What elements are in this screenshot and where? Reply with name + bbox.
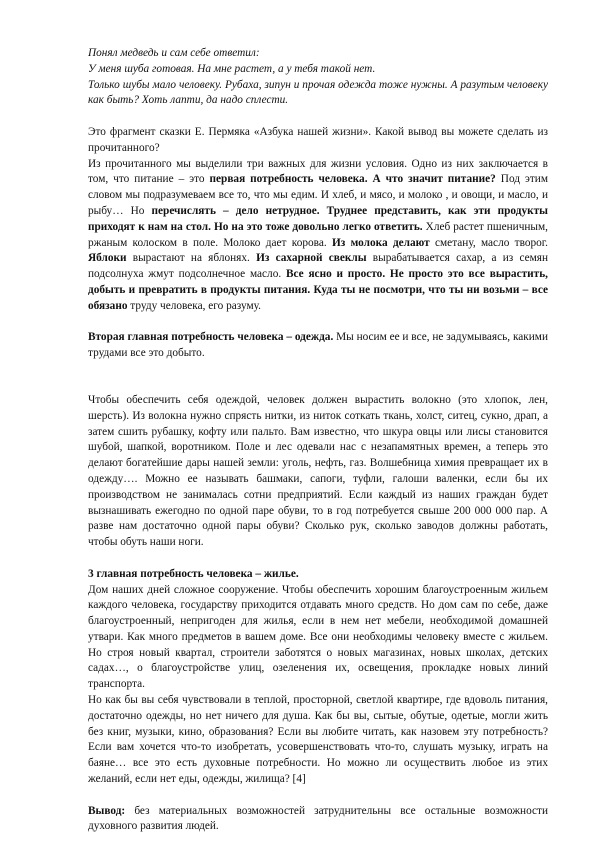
clothing-detail-paragraph: Чтобы обеспечить себя одеждой, человек должен вырастить волокно (это хлопок, лен, шерсть). Из волокна нужно спрясть нитки, из ниток соткать ткань, холст, ситец, сукно, драп, а затем сшить рубашку, кофту или пальто. Вам известно, что шкура овцы или лисы становится шубой, шапкой, воротником. Поле и лес одевали нас с незапамятных времен, а теперь это делают богатейшие дары нашей земли: уголь, нефть, газ. Волшебница химия превращает их в одежду…. Можно ее называть башмаки, сапоги, туфли, галоши валенки, если бы их производством не занималась сотни предприятий. Если каждый из наших граждан будет вызнашивать ежегодно по одной паре обуви, то в год потребуется свыше 200 000 000 пар. А разве нам достаточно одной пары обуви? Сколько рук, сколько заводов должны работать, чтобы обуть наши ноги. — [88, 393, 548, 549]
document-page — [88, 46, 548, 835]
housing-paragraph: Дом наших дней сложное сооружение. Чтобы обеспечить хорошим благоустроенным жильем каждого человека, государству приходится отдавать много средств. Но дом сам по себе, даже благоустроенный, непригоден для жилья, если в нем нет мебели, необходимой домашней утвари. Как много предметов в вашем доме. Все они необходимы человеку вместе с жильем. Но строя новый квартал, строители заботятся о новых магазинах, новых школах, детских садах…, о благоустройстве улиц, озеленения их, освещения, прокладке новых линий транспорта. — [88, 583, 548, 691]
poem-line: Только шубы мало человеку. Рубаха, зипун и прочая одежда тоже нужны. А разутым человеку как быть? Хоть лапти, да надо сплести. — [88, 78, 548, 107]
spiritual-paragraph: Но как бы вы себя чувствовали в теплой, просторной, светлой квартире, где вдоволь питания, достаточно одежды, но нет ничего для душа. Как бы вы, сытые, обутые, одетые, могли жить без книг, музыки, кино, образования? Если вы любите читать, как назовем эту потребность? Если вам хочется что-то изобретать, усовершенствовать что-то, слушать музыку, играть на баяне… все это есть духовные потребности. Но можно ли осуществить любое из этих желаний, если нет еды, одежды, жилища? [4] — [88, 694, 548, 786]
conclusion-paragraph: Вывод: без материальных возможностей затруднительны все остальные возможности духовного развития людей. — [88, 804, 548, 833]
poem-line: Понял медведь и сам себе ответил: — [88, 47, 260, 59]
housing-heading: 3 главная потребность человека – жилье. — [88, 567, 299, 580]
poem-line: У меня шуба готовая. На мне растет, а у тебя такой нет. — [88, 62, 376, 75]
poem-block — [88, 46, 548, 109]
question-paragraph: Это фрагмент сказки Е. Пермяка «Азбука нашей жизни». Какой вывод вы можете сделать из прочитанного? — [88, 125, 548, 154]
clothing-paragraph: Вторая главная потребность человека – одежда. Мы носим ее и все, не задумываясь, какими трудами все это добыто. — [88, 331, 549, 360]
nutrition-paragraph: Из прочитанного мы выделили три важных для жизни условия. Одно из них заключается в том, что питание – это первая потребность человека. А что значит питание? Под этим словом мы подразумеваем все то, что мы едим. И хлеб, и мясо, и молоко , и овощи, и масло, и рыбу… Но перечислять – дело нетрудное. Труднее представить, как эти продукты приходят к нам на стол. Но на это тоже довольно легко ответить. Хлеб растет пшеничным, ржаным колоском в поле. Молоко дает корова. Из молока делают сметану, масло творог. Яблоки вырастают на яблонях. Из сахарной свеклы вырабатывается сахар, а из семян подсолнуха жмут подсолнечное масло. Все ясно и просто. Не просто это все вырастить, добыть и превратить в продукты питания. Куда ты не посмотри, что ты ни возьми – все обязано труду человека, его разуму. — [88, 157, 549, 312]
